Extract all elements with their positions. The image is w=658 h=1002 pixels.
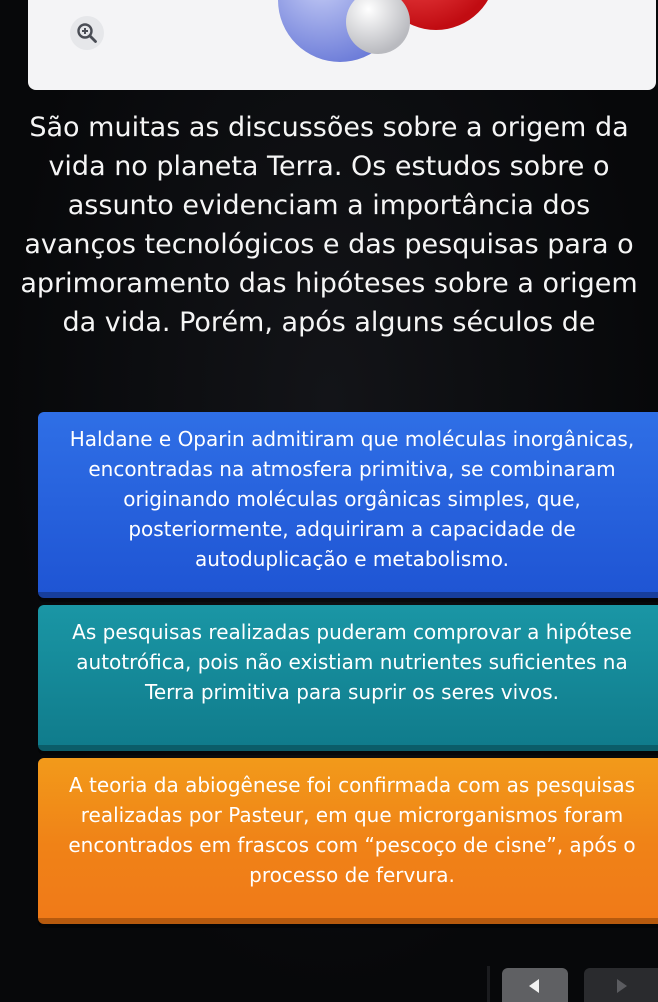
answer-option-2-text: As pesquisas realizadas puderam comprovar a hipótese autotrófica, pois não existiam nutrientes suficientes na Terra primitiva para suprir os seres vivos. [72, 620, 632, 704]
previous-button[interactable] [502, 968, 568, 1002]
answer-option-1[interactable] [38, 412, 658, 598]
zoom-button[interactable] [70, 16, 104, 50]
question-image-card [28, 0, 656, 90]
answer-option-1-text: Haldane e Oparin admitiram que moléculas inorgânicas, encontradas na atmosfera primitiva, se combinaram originando moléculas orgânicas simples, que, posteriormente, adquiriram a capacidade de autoduplicação e metabolismo. [69, 427, 635, 571]
bottom-navigation [488, 966, 658, 1002]
zoom-in-icon [76, 22, 98, 44]
arrow-right-icon [612, 977, 630, 995]
question-text: São muitas as discussões sobre a origem da vida no planeta Terra. Os estudos sobre o assunto evidenciam a importância dos avanços tecnológicos e das pesquisas para o aprimoramento das hipóteses sobre a origem da vida. Porém, após alguns séculos de [20, 112, 638, 338]
answer-option-3[interactable] [38, 758, 658, 924]
molecule-illustration [258, 0, 518, 70]
answer-option-2[interactable] [38, 605, 658, 751]
next-button[interactable] [584, 968, 658, 1002]
question-text-container [20, 108, 638, 408]
answer-option-3-text: A teoria da abiogênese foi confirmada com as pesquisas realizadas por Pasteur, em que microrganismos foram encontrados em frascos com “pescoço de cisne”, após o processo de fervura. [68, 773, 636, 887]
arrow-left-icon [526, 977, 544, 995]
